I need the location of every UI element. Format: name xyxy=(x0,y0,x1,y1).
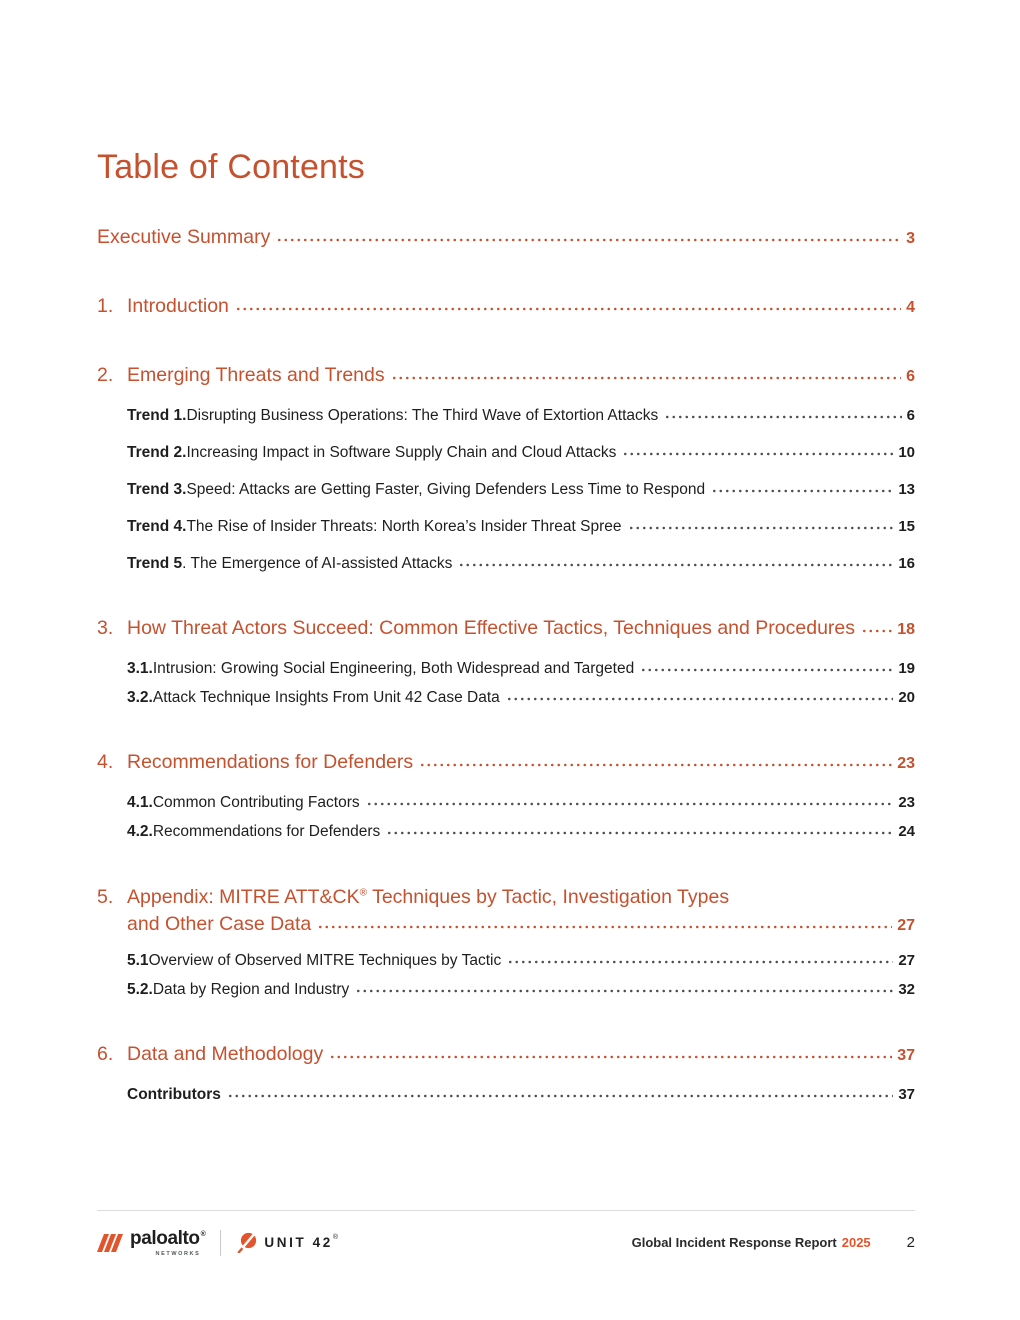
entry-number: 3. xyxy=(97,617,114,640)
report-title: Global Incident Response Report xyxy=(631,1235,837,1250)
dot-leader xyxy=(506,697,894,701)
dot-leader xyxy=(276,238,901,242)
registered-mark: ® xyxy=(359,887,368,899)
entry-label: . The Emergence of AI-assisted Attacks xyxy=(182,555,453,573)
entry-label: Intrusion: Growing Social Engineering, Both Widespread and Targeted xyxy=(152,660,635,678)
toc-entry-appendix[interactable] xyxy=(97,884,915,939)
dot-leader xyxy=(628,526,894,530)
toc-entry-trend-2[interactable] xyxy=(97,443,915,462)
entry-label-line-2: and Other Case Data 27 xyxy=(127,911,915,939)
entry-label: Introduction xyxy=(127,295,229,318)
entry-page-number: 37 xyxy=(897,1047,915,1065)
toc-entry-4-1[interactable] xyxy=(97,793,915,812)
dot-leader xyxy=(507,960,893,964)
entry-label-line-1: Appendix: MITRE ATT&CK® Techniques by Tactic, Investigation Types xyxy=(127,886,730,909)
dot-leader xyxy=(391,376,901,380)
entry-number: 4. xyxy=(97,751,114,774)
entry-label: Increasing Impact in Software Supply Chain and Cloud Attacks xyxy=(186,444,617,462)
toc-entry-introduction[interactable] xyxy=(97,294,915,320)
dot-leader xyxy=(622,452,893,456)
toc-entry-executive-summary[interactable] xyxy=(97,225,915,251)
toc-entry-emerging-threats[interactable] xyxy=(97,363,915,389)
entry-page-number: 19 xyxy=(898,660,915,678)
entry-label: Common Contributing Factors xyxy=(152,794,360,812)
entry-label: Emerging Threats and Trends xyxy=(127,364,385,387)
toc-entry-trend-5[interactable] xyxy=(97,554,915,573)
footer-report-info xyxy=(632,1234,915,1251)
entry-label: Disrupting Business Operations: The Third Wave of Extortion Attacks xyxy=(186,407,659,425)
page-footer xyxy=(97,1210,915,1257)
dot-leader xyxy=(861,629,892,633)
entry-number: 6. xyxy=(97,1043,114,1066)
entry-label: Recommendations for Defenders xyxy=(152,823,381,841)
toc-entry-3-1[interactable] xyxy=(97,659,915,678)
registered-mark: ® xyxy=(332,1234,339,1241)
toc-entry-trend-3[interactable] xyxy=(97,480,915,499)
entry-prefix: 4.1. xyxy=(127,794,153,812)
entry-page-number: 4 xyxy=(906,299,915,317)
entry-prefix: 5.2. xyxy=(127,981,153,999)
toc-entry-data-and-methodology[interactable] xyxy=(97,1042,915,1068)
toc-entry-3-2[interactable] xyxy=(97,688,915,707)
toc-entry-trend-4[interactable] xyxy=(97,517,915,536)
entry-number: 2. xyxy=(97,364,114,387)
entry-number: 5. xyxy=(97,886,114,909)
toc-entry-trend-1[interactable] xyxy=(97,406,915,425)
registered-mark: ® xyxy=(200,1231,206,1238)
entry-page-number: 16 xyxy=(898,555,915,573)
unit42-wordmark: UNIT 42 xyxy=(264,1235,333,1250)
unit42-logo-icon xyxy=(237,1232,258,1253)
dot-leader xyxy=(317,925,892,929)
entry-prefix: Contributors xyxy=(127,1086,221,1104)
entry-page-number: 37 xyxy=(898,1086,915,1104)
entry-page-number: 24 xyxy=(898,823,915,841)
toc-entry-5-2[interactable] xyxy=(97,980,915,999)
dot-leader xyxy=(458,563,893,567)
entry-label: Speed: Attacks are Getting Faster, Giving Defenders Less Time to Respond xyxy=(186,481,706,499)
entry-prefix: 4.2. xyxy=(127,823,153,841)
entry-prefix: Trend 3. xyxy=(127,481,187,499)
paloalto-wordmark: paloalto® NETWORKS xyxy=(130,1228,206,1257)
entry-page-number: 27 xyxy=(898,952,915,970)
entry-label: Attack Technique Insights From Unit 42 Case Data xyxy=(152,689,500,707)
toc-entry-5-1[interactable] xyxy=(97,951,915,970)
entry-number: 1. xyxy=(97,295,114,318)
entry-label: The Rise of Insider Threats: North Korea’s Insider Threat Spree xyxy=(186,518,622,536)
entry-page-number: 6 xyxy=(906,368,915,386)
entry-page-number: 32 xyxy=(898,981,915,999)
unit42-logo xyxy=(237,1232,338,1253)
paloalto-logo-icon xyxy=(97,1234,123,1252)
networks-label: NETWORKS xyxy=(155,1251,201,1257)
toc-entry-4-2[interactable] xyxy=(97,822,915,841)
dot-leader xyxy=(366,802,894,806)
dot-leader xyxy=(419,763,892,767)
entry-label: Executive Summary xyxy=(97,226,271,249)
entry-page-number: 20 xyxy=(898,689,915,707)
dot-leader xyxy=(329,1055,892,1059)
entry-label: Recommendations for Defenders xyxy=(127,751,414,774)
dot-leader xyxy=(640,668,893,672)
entry-prefix: 5.1 xyxy=(127,952,149,970)
dot-leader xyxy=(664,415,901,419)
dot-leader xyxy=(235,307,901,311)
toc-entry-recommendations[interactable] xyxy=(97,750,915,776)
page-number: 2 xyxy=(906,1234,915,1251)
page-title: Table of Contents xyxy=(97,148,366,186)
entry-prefix: 3.1. xyxy=(127,660,153,678)
entry-label: How Threat Actors Succeed: Common Effective Tactics, Techniques and Procedures xyxy=(127,617,856,640)
entry-label: Data and Methodology xyxy=(127,1043,324,1066)
report-year: 2025 xyxy=(841,1235,871,1250)
entry-prefix: Trend 4. xyxy=(127,518,187,536)
entry-prefix: Trend 1. xyxy=(127,407,187,425)
entry-prefix: 3.2. xyxy=(127,689,153,707)
entry-page-number: 23 xyxy=(898,794,915,812)
entry-page-number: 3 xyxy=(906,230,915,248)
paloalto-networks-logo xyxy=(97,1228,204,1257)
entry-page-number: 23 xyxy=(897,755,915,773)
entry-page-number: 10 xyxy=(898,444,915,462)
dot-leader xyxy=(227,1094,893,1098)
dot-leader xyxy=(386,831,893,835)
entry-page-number: 15 xyxy=(898,518,915,536)
entry-label: Overview of Observed MITRE Techniques by Tactic xyxy=(148,952,502,970)
entry-page-number: 27 xyxy=(897,917,915,935)
toc-entry-how-threat-actors-succeed[interactable] xyxy=(97,616,915,642)
logo-divider xyxy=(220,1230,221,1256)
entry-prefix: Trend 5 xyxy=(127,555,183,573)
dot-leader xyxy=(711,489,893,493)
entry-prefix: Trend 2. xyxy=(127,444,187,462)
dot-leader xyxy=(355,989,893,993)
footer-logos xyxy=(97,1228,338,1257)
entry-label: Data by Region and Industry xyxy=(152,981,350,999)
entry-page-number: 13 xyxy=(898,481,915,499)
toc-entry-contributors[interactable] xyxy=(97,1085,915,1104)
entry-page-number: 18 xyxy=(897,621,915,639)
entry-page-number: 6 xyxy=(906,407,915,425)
